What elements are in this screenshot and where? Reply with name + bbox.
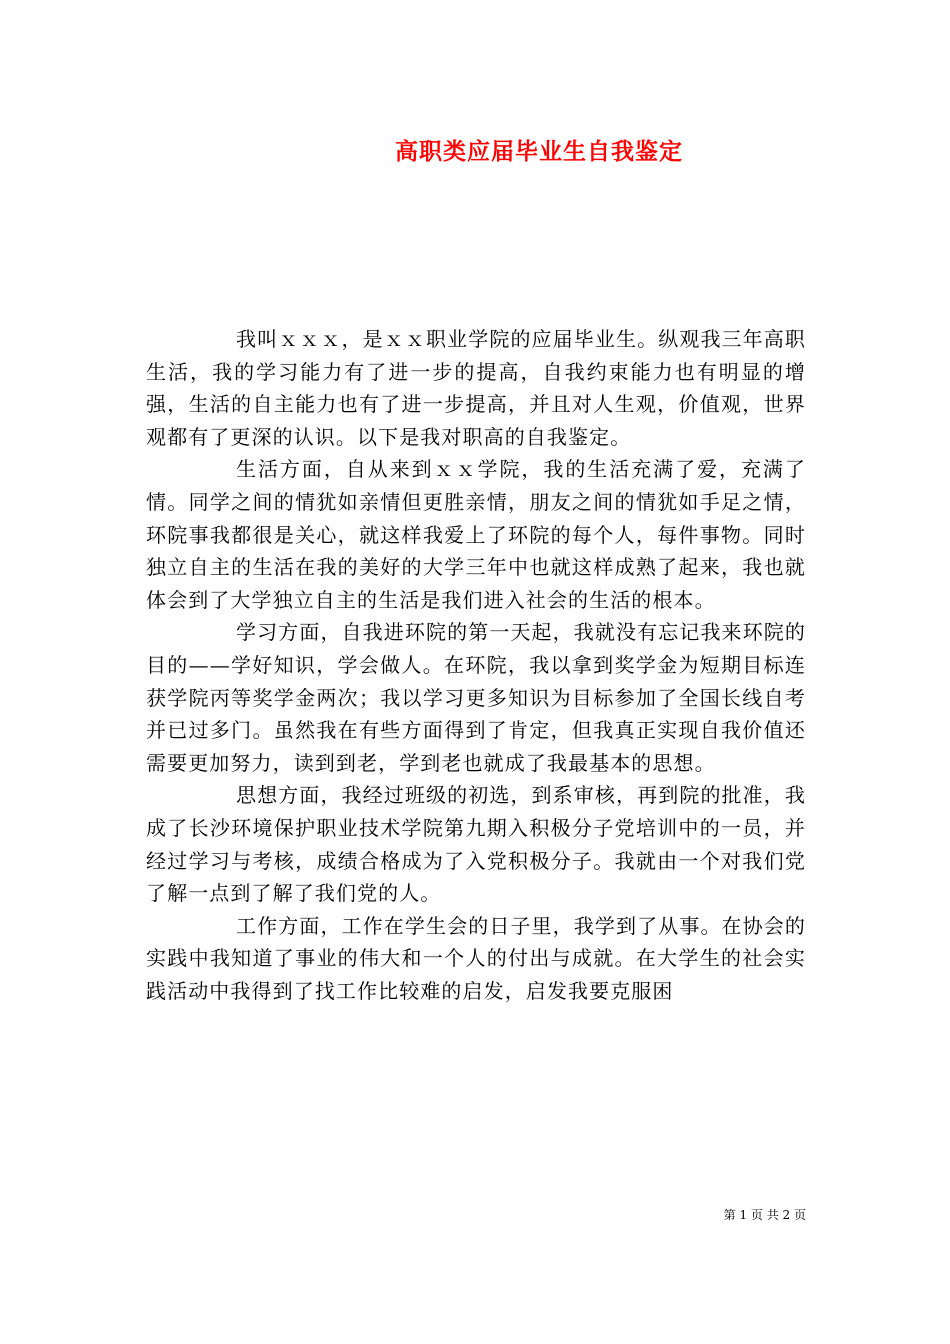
paragraph-thought: 思想方面，我经过班级的初选，到系审核，再到院的批准，我成了长沙环境保护职业技术学院第九期入积极分子党培训中的一员，并经过学习与考核，成绩合格成为了入党积极分子。我就由一个对我们党了解一点到了解了我们党的人。 — [146, 783, 806, 906]
paragraph-study: 学习方面，自我进环院的第一天起，我就没有忘记我来环院的目的——学好知识，学会做人。在环院，我以拿到奖学金为短期目标连获学院丙等奖学金两次；我以学习更多知识为目标参加了全国长线自考并已过多门。虽然我在有些方面得到了肯定，但我真正实现自我价值还需要更加努力，读到到老，学到老也就成了我最基本的思想。 — [146, 620, 806, 775]
page-number-footer: 第 1 页 共 2 页 — [723, 1208, 806, 1222]
paragraph-work: 工作方面，工作在学生会的日子里，我学到了从事。在协会的实践中我知道了事业的伟大和一个人的付出与成就。在大学生的社会实践活动中我得到了找工作比较难的启发，启发我要克服困 — [146, 913, 806, 1003]
paragraph-intro: 我叫ｘｘｘ，是ｘｘ职业学院的应届毕业生。纵观我三年高职生活，我的学习能力有了进一步的提高，自我约束能力也有明显的增强，生活的自主能力也有了进一步提高，并且对人生观，价值观，世界观都有了更深的认识。以下是我对职高的自我鉴定。 — [146, 327, 806, 449]
paragraph-life: 生活方面，自从来到ｘｘ学院，我的生活充满了爱，充满了情。同学之间的情犹如亲情但更胜亲情，朋友之间的情犹如手足之情，环院事我都很是关心，就这样我爱上了环院的每个人，每件事物。同时独立自主的生活在我的美好的大学三年中也就这样成熟了起来，我也就体会到了大学独立自主的生活是我们进入社会的生活的根本。 — [146, 457, 806, 612]
document-title-block — [0, 134, 950, 170]
document-body — [146, 323, 806, 1007]
document-title: 高职类应届毕业生自我鉴定 — [395, 138, 683, 165]
